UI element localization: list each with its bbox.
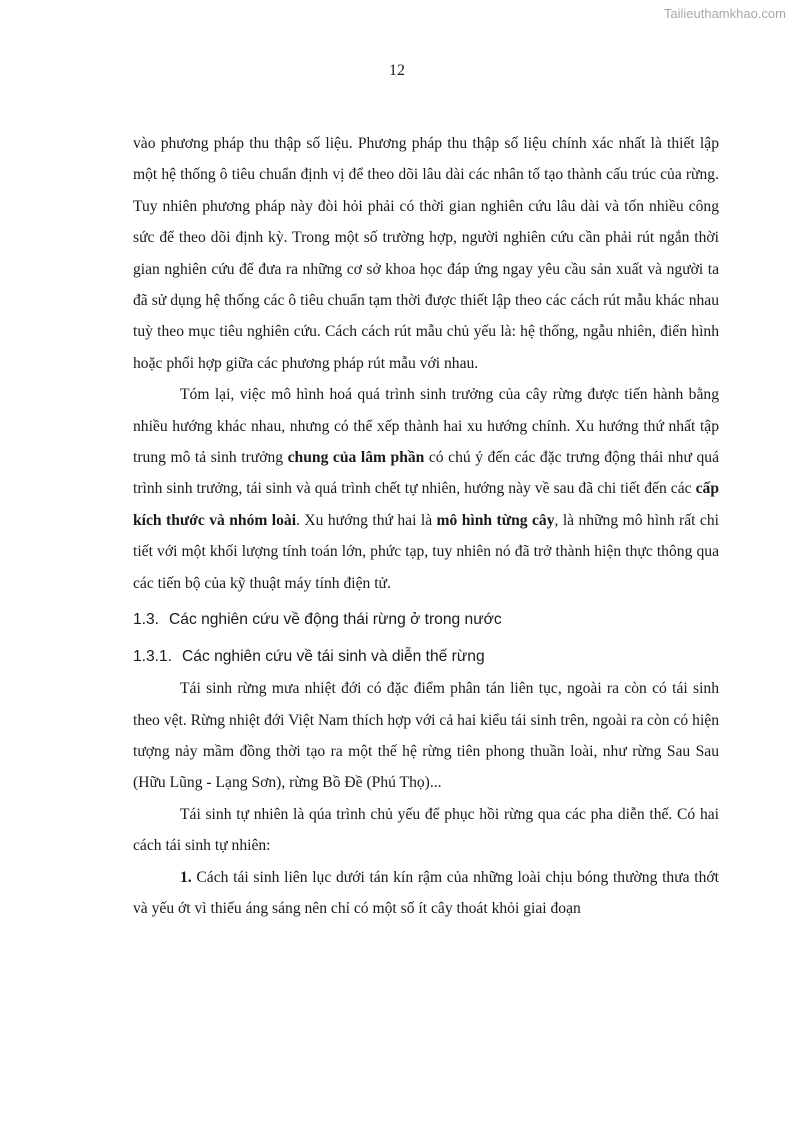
watermark: Tailieuthamkhao.com	[663, 6, 786, 21]
bold-term: cấp kích thước và nhóm loài	[133, 480, 719, 529]
list-number: 1.	[180, 868, 192, 886]
section-title: Các nghiên cứu về động thái rừng ở trong nước	[169, 611, 502, 629]
section-heading-1-3	[133, 608, 719, 632]
text-run: Tóm lại, việc mô hình hoá quá trình sinh trưởng của cây rừng được tiến hành bằng nhiều hướng khác nhau, nhưng có thể xếp thành hai xu hướng chính. Xu hướng thứ nhất tập trung mô tả sinh trưởng	[133, 386, 719, 467]
bold-term: mô hình từng cây	[436, 511, 555, 529]
text-run: Cách tái sinh liên lục dưới tán kín rậm của những loài chịu bóng thường thưa thớt và yếu ớt vì thiếu áng sáng nên chỉ có một số ít cây thoát khỏi giai đoạn	[133, 868, 719, 917]
section-number: 1.3.1.	[133, 648, 173, 666]
paragraph-natural-regeneration: Tái sinh tự nhiên là qúa trình chủ yếu để phục hồi rừng qua các pha diễn thế. Có hai cách tái sinh tự nhiên:	[133, 805, 719, 855]
text-run: . Xu hướng thứ hai là	[296, 511, 437, 529]
document-body	[133, 128, 719, 924]
page-number: 12	[389, 62, 405, 79]
text-run: có chú ý đến các đặc trưng động thái như quá trình sinh trưởng, tái sinh và quá trình chết tự nhiên, hướng này về sau đã chi tiết đến các	[133, 449, 719, 498]
section-number: 1.3.	[133, 611, 160, 629]
bold-term: chung của lâm phần	[287, 449, 425, 467]
paragraph-regeneration-method-1	[133, 862, 719, 925]
section-title: Các nghiên cứu về tái sinh và diễn thế rừng	[182, 648, 485, 666]
paragraph-tropical-regeneration: Tái sinh rừng mưa nhiệt đới có đặc điểm phân tán liên tục, ngoài ra còn có tái sinh theo vệt. Rừng nhiệt đới Việt Nam thích hợp với cả hai kiểu tái sinh trên, ngoài ra còn có hiện tượng nảy mầm đồng thời tạo ra một thế hệ rừng tiên phong thuần loài, như rừng Sau Sau (Hữu Lũng - Lạng Sơn), rừng Bồ Đề (Phú Thọ)...	[133, 680, 719, 792]
paragraph-growth-modeling	[133, 379, 719, 599]
section-heading-1-3-1	[133, 645, 719, 669]
text-run: , là những mô hình rất chi tiết với một khối lượng tính toán lớn, phức tạp, tuy nhiên nó đã trở thành hiện thực thông qua các tiến bộ của kỹ thuật máy tính điện tử.	[133, 511, 719, 592]
paragraph-sampling-methods: vào phương pháp thu thập số liệu. Phương pháp thu thập số liệu chính xác nhất là thiết lập một hệ thống ô tiêu chuẩn định vị để theo dõi lâu dài các nhân tố tạo thành cấu trúc của rừng. Tuy nhiên phương pháp này đòi hỏi phải có thời gian nghiên cứu lâu dài và tốn nhiều công sức để theo dõi định kỳ. Trong một số trường hợp, người nghiên cứu cần phải rút ngắn thời gian nghiên cứu để đưa ra những cơ sở khoa học đáp ứng ngay yêu cầu sản xuất và người ta đã sử dụng hệ thống các ô tiêu chuẩn tạm thời được thiết lập theo các cách rút mẫu khác nhau tuỳ theo mục tiêu nghiên cứu. Cách cách rút mẫu chủ yếu là: hệ thống, ngẫu nhiên, điển hình hoặc phối hợp giữa các phương pháp rút mẫu với nhau.	[133, 135, 719, 372]
